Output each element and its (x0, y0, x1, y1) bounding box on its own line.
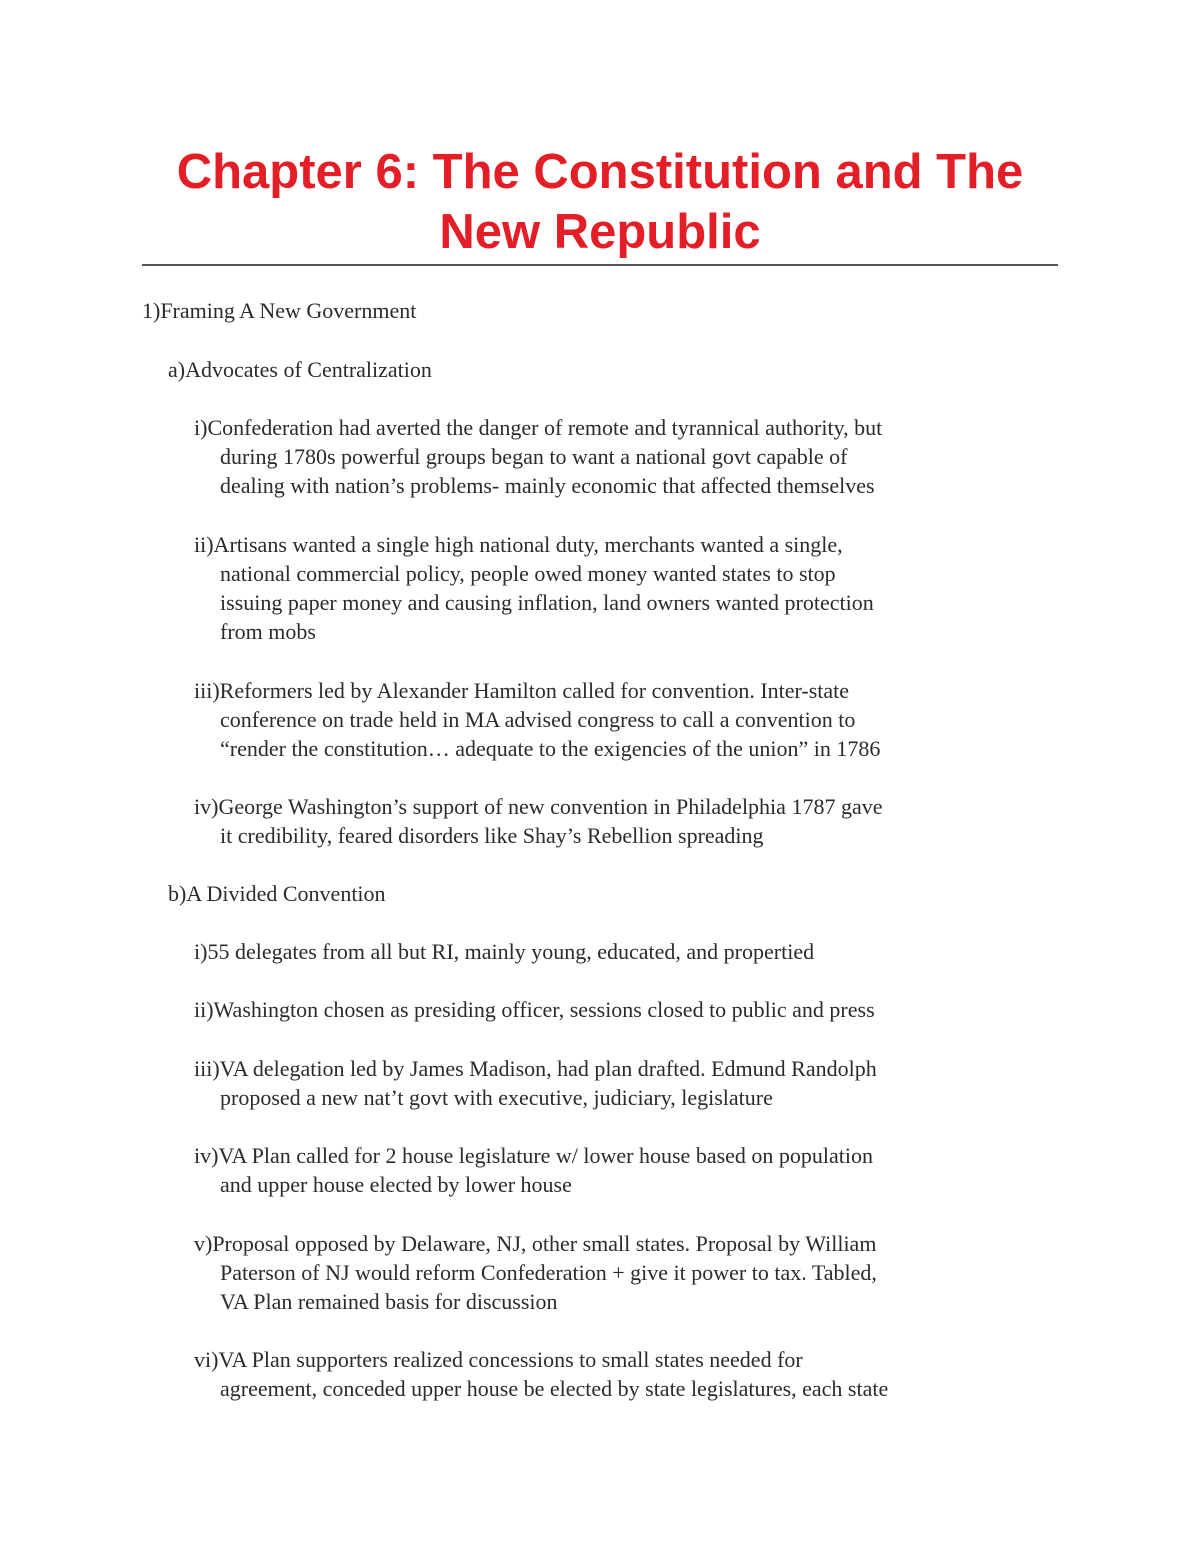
outline-item-b-i (194, 937, 1014, 966)
outline-line: v)Proposal opposed by Delaware, NJ, other small states. Proposal by William (194, 1231, 877, 1256)
outline-heading-1: 1)Framing A New Government (142, 298, 417, 323)
title-line-1: Chapter 6: The Constitution and The (176, 145, 1024, 199)
outline-line: iv)George Washington’s support of new convention in Philadelphia 1787 gave (194, 794, 883, 819)
outline-subheading-b: b)A Divided Convention (168, 881, 386, 906)
outline-line: i)Confederation had averted the danger of remote and tyrannical authority, but (194, 415, 883, 440)
outline-line: “render the constitution… adequate to the exigencies of the union” in 1786 (220, 736, 881, 761)
page-title (142, 142, 1058, 262)
outline-line: iv)VA Plan called for 2 house legislature w/ lower house based on population (194, 1143, 874, 1168)
outline-line: from mobs (220, 619, 316, 644)
outline-item-a-i (194, 413, 1014, 500)
outline-subheading-a: a)Advocates of Centralization (168, 357, 432, 382)
outline-item-a-iii (194, 676, 1014, 763)
outline-line: iii)VA delegation led by James Madison, had plan drafted. Edmund Randolph (194, 1056, 877, 1081)
outline-item-b-v (194, 1229, 1014, 1316)
title-line-2: New Republic (439, 205, 761, 259)
outline-item-b-vi (194, 1345, 1014, 1403)
outline-item-b-iv (194, 1141, 1014, 1199)
outline-line: dealing with nation’s problems- mainly economic that affected themselves (220, 473, 875, 498)
title-underline (142, 264, 1058, 266)
outline-line: iii)Reformers led by Alexander Hamilton called for convention. Inter-state (194, 678, 850, 703)
outline-line: issuing paper money and causing inflation, land owners wanted protection (220, 590, 874, 615)
outline-line: and upper house elected by lower house (220, 1172, 572, 1197)
outline-line: ii)Artisans wanted a single high national duty, merchants wanted a single, (194, 532, 843, 557)
outline-line: during 1780s powerful groups began to want a national govt capable of (220, 444, 848, 469)
outline-item-b-iii (194, 1054, 1014, 1112)
outline-line: vi)VA Plan supporters realized concessions to small states needed for (194, 1347, 803, 1372)
outline-line: it credibility, feared disorders like Shay’s Rebellion spreading (220, 823, 764, 848)
outline-line: VA Plan remained basis for discussion (220, 1289, 558, 1314)
outline-item-a-ii (194, 530, 1014, 646)
outline-line: conference on trade held in MA advised congress to call a convention to (220, 707, 856, 732)
outline-line: i)55 delegates from all but RI, mainly young, educated, and propertied (194, 939, 815, 964)
outline-line: proposed a new nat’t govt with executive, judiciary, legislature (220, 1085, 773, 1110)
outline-line: agreement, conceded upper house be elected by state legislatures, each state (220, 1376, 889, 1401)
outline-item-b-ii (194, 995, 1014, 1024)
outline-line: national commercial policy, people owed money wanted states to stop (220, 561, 836, 586)
outline-line: ii)Washington chosen as presiding officer, sessions closed to public and press (194, 997, 875, 1022)
outline-item-a-iv (194, 792, 1014, 850)
outline-line: Paterson of NJ would reform Confederation + give it power to tax. Tabled, (220, 1260, 877, 1285)
